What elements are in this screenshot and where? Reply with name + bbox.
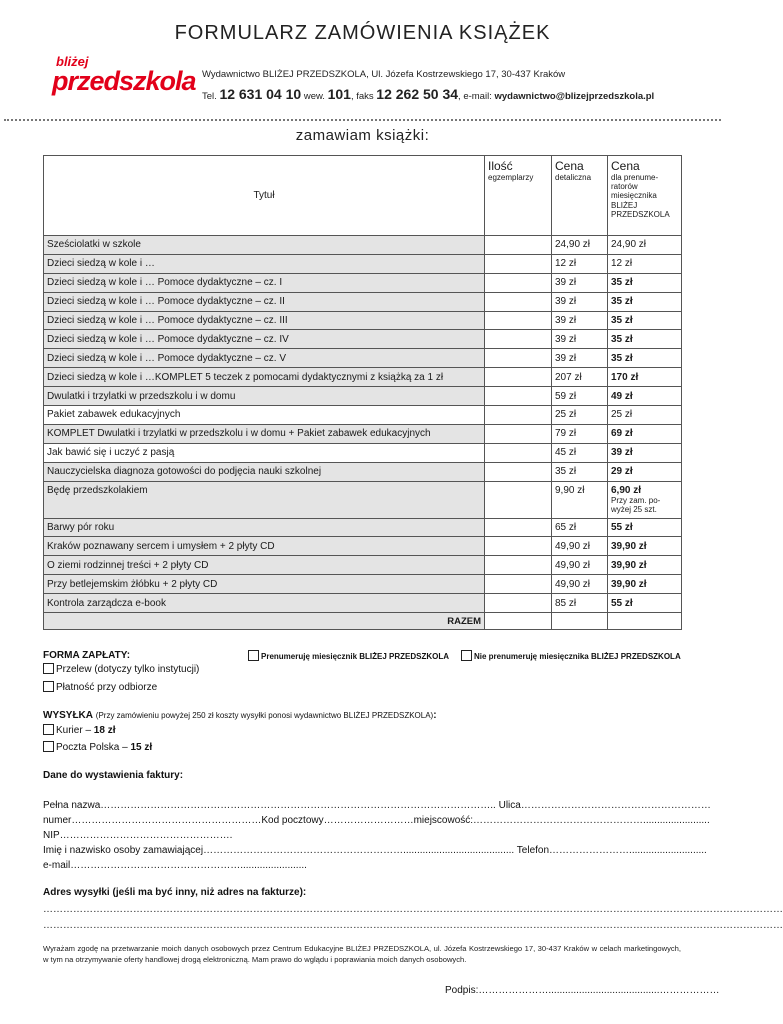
retail-price: 39 zł	[552, 292, 608, 311]
cod-label: Płatność przy odbiorze	[56, 682, 158, 693]
subscribe-option[interactable]	[248, 650, 449, 661]
order-subtitle: zamawiam książki:	[295, 127, 430, 144]
table-row	[44, 594, 682, 613]
subscriber-price: 29 zł	[611, 466, 633, 478]
quantity-cell[interactable]	[485, 273, 552, 292]
invoice-heading: Dane do wystawienia faktury:	[43, 770, 184, 781]
subscriber-price-cell	[608, 518, 682, 537]
retail-price: 85 zł	[552, 594, 608, 613]
table-row	[44, 575, 682, 594]
publisher-logo	[52, 54, 196, 104]
post-option[interactable]	[43, 741, 152, 753]
table-row	[44, 349, 682, 368]
shipping-heading	[43, 710, 437, 721]
table-row	[44, 537, 682, 556]
total-price-cell	[552, 613, 608, 630]
col-sub-price-sub: dla prenume-ratorów miesięcznika BLIŻEJ PRZEDSZKOLA	[611, 173, 670, 219]
quantity-cell[interactable]	[485, 556, 552, 575]
wew-number: 101	[327, 86, 351, 102]
book-title: Barwy pór roku	[44, 518, 485, 537]
table-row	[44, 387, 682, 406]
publisher-contact	[202, 86, 654, 102]
quantity-cell[interactable]	[485, 481, 552, 518]
book-title: Dwulatki i trzylatki w przedszkolu i w domu	[44, 387, 485, 406]
col-sub-price-header	[608, 156, 682, 236]
table-row	[44, 368, 682, 387]
shipping-label: WYSYŁKA	[43, 710, 93, 721]
table-row	[44, 481, 682, 518]
book-title: Kontrola zarządcza e-book	[44, 594, 485, 613]
retail-price: 9,90 zł	[552, 481, 608, 518]
form-title: FORMULARZ ZAMÓWIENIA KSIĄŻEK	[174, 22, 551, 44]
courier-checkbox[interactable]	[43, 724, 54, 735]
quantity-cell[interactable]	[485, 594, 552, 613]
table-row	[44, 406, 682, 425]
table-row	[44, 292, 682, 311]
retail-price: 59 zł	[552, 387, 608, 406]
retail-price: 39 zł	[552, 311, 608, 330]
quantity-cell[interactable]	[485, 443, 552, 462]
payment-label: FORMA ZAPŁATY:	[43, 650, 131, 661]
subscriber-price-cell	[608, 481, 682, 518]
subscriber-price-cell	[608, 368, 682, 387]
subscriber-price: 55 zł	[611, 597, 633, 609]
quantity-cell[interactable]	[485, 518, 552, 537]
quantity-cell[interactable]	[485, 575, 552, 594]
retail-price: 12 zł	[552, 254, 608, 273]
subscriber-price-cell	[608, 387, 682, 406]
subscriber-price: 55 zł	[611, 522, 633, 534]
invoice-person-phone-field[interactable]: Imię i nazwisko osoby zamawiającej……………………………………………………........................................ Telefon……………………............................	[43, 845, 707, 856]
table-row	[44, 330, 682, 349]
subscriber-price: 12 zł	[611, 258, 633, 270]
book-title: KOMPLET Dwulatki i trzylatki w przedszkolu i w domu + Pakiet zabawek edukacyjnych	[44, 424, 485, 443]
col-price-header	[552, 156, 608, 236]
retail-price: 39 zł	[552, 349, 608, 368]
retail-price: 65 zł	[552, 518, 608, 537]
book-title: Przy betlejemskim żłóbku + 2 płyty CD	[44, 575, 485, 594]
retail-price: 49,90 zł	[552, 575, 608, 594]
post-price: 15 zł	[130, 742, 153, 753]
table-row	[44, 443, 682, 462]
quantity-cell[interactable]	[485, 368, 552, 387]
book-title: Dzieci siedzą w kole i …	[44, 254, 485, 273]
logo-top-text: bliżej	[56, 54, 89, 69]
subscriber-price-cell	[608, 254, 682, 273]
table-row	[44, 518, 682, 537]
retail-price: 49,90 zł	[552, 537, 608, 556]
tel-number: 12 631 04 10	[219, 86, 302, 102]
subscriber-price-cell	[608, 537, 682, 556]
table-row	[44, 254, 682, 273]
retail-price: 39 zł	[552, 273, 608, 292]
quantity-cell[interactable]	[485, 311, 552, 330]
retail-price: 49,90 zł	[552, 556, 608, 575]
total-label: RAZEM	[44, 613, 485, 630]
quantity-cell[interactable]	[485, 236, 552, 255]
subscriber-price: 49 zł	[611, 390, 633, 402]
quantity-cell[interactable]	[485, 537, 552, 556]
transfer-label: Przelew (dotyczy tylko instytucji)	[56, 664, 200, 675]
cod-checkbox[interactable]	[43, 681, 54, 692]
table-row	[44, 424, 682, 443]
invoice-number-postcode-city-field[interactable]: numer…………………………………………………Kod pocztowy………………………miejscowość:……………………………………………........................	[43, 815, 710, 826]
quantity-cell[interactable]	[485, 462, 552, 481]
consent-text: Wyrażam zgodę na przetwarzanie moich danych osobowych przez Centrum Edukacyjne BLIŻEJ PRZEDSZKOLA, ul. Józefa Kostrzewskiego 17, 30-437 Kraków w celach marketingowych, w tym na otrzymywanie oferty handlowej drogą elektroniczną. Mam prawo do wglądu i poprawiania moich danych osobowych.	[43, 944, 681, 964]
invoice-email-field[interactable]: e-mail……………………………………………........................	[43, 860, 307, 871]
subscribe-checkbox[interactable]	[248, 650, 259, 661]
address-line-1[interactable]: ……………………………………………………………………………………………………………………………………………………………………………………………………	[43, 904, 783, 915]
retail-price: 79 zł	[552, 424, 608, 443]
subscriber-price: 25 zł	[611, 409, 633, 421]
quantity-cell[interactable]	[485, 254, 552, 273]
subscriber-price: 170 zł	[611, 371, 639, 383]
quantity-cell[interactable]	[485, 387, 552, 406]
book-title: Kraków poznawany sercem i umysłem + 2 płyty CD	[44, 537, 485, 556]
signature-field[interactable]: Podpis:…………………........................................………………	[445, 985, 720, 996]
subscriber-price: 69 zł	[611, 428, 633, 440]
table-row	[44, 273, 682, 292]
wew-label: wew.	[303, 91, 325, 102]
col-qty-sub: egzemplarzy	[488, 173, 534, 182]
book-title: O ziemi rodzinnej treści + 2 płyty CD	[44, 556, 485, 575]
subscriber-price: 35 zł	[611, 296, 633, 308]
subscriber-price-cell	[608, 330, 682, 349]
col-title-header: Tytuł	[44, 156, 485, 236]
subscriber-price: 39 zł	[611, 447, 633, 459]
invoice-nip-field[interactable]: NIP…………………………………………….	[43, 830, 233, 841]
subscriber-price: 39,90 zł	[611, 559, 647, 571]
quantity-cell[interactable]	[485, 349, 552, 368]
table-row	[44, 236, 682, 255]
book-title: Sześciolatki w szkole	[44, 236, 485, 255]
subscriber-price: 39,90 zł	[611, 540, 647, 552]
logo-main-text: przedszkola	[52, 66, 196, 96]
shipping-note: (Przy zamówieniu powyżej 250 zł koszty wysyłki ponosi wydawnictwo BLIŻEJ PRZEDSZKOLA)	[95, 711, 434, 720]
publisher-address: Wydawnictwo BLIŻEJ PRZEDSZKOLA, Ul. Józefa Kostrzewskiego 17, 30-437 Kraków	[202, 69, 566, 80]
no-subscribe-checkbox[interactable]	[461, 650, 472, 661]
transfer-checkbox[interactable]	[43, 663, 54, 674]
invoice-name-street-field[interactable]: Pełna nazwa……………………………………………………………………………………………………….. Ulica…………………………………………………	[43, 800, 711, 811]
table-header-row	[44, 156, 682, 236]
payment-transfer-option[interactable]	[43, 663, 199, 675]
retail-price: 24,90 zł	[552, 236, 608, 255]
courier-price: 18 zł	[93, 725, 116, 736]
subscriber-price-cell	[608, 349, 682, 368]
book-title: Jak bawić się i uczyć z pasją	[44, 443, 485, 462]
book-title: Nauczycielska diagnoza gotowości do podjęcia nauki szkolnej	[44, 462, 485, 481]
payment-cod-option[interactable]	[43, 681, 157, 693]
courier-option[interactable]	[43, 724, 115, 736]
col-price-label: Cena	[555, 159, 584, 173]
book-title: Pakiet zabawek edukacyjnych	[44, 406, 485, 425]
book-title: Dzieci siedzą w kole i … Pomoce dydaktyczne – cz. I	[44, 273, 485, 292]
col-sub-price-label: Cena	[611, 159, 640, 173]
book-rows	[44, 236, 682, 613]
col-price-sub: detaliczna	[555, 173, 592, 182]
bulk-order-note: Przy zam. po-wyżej 25 szt.	[611, 495, 661, 515]
subscriber-price-cell	[608, 462, 682, 481]
col-qty-header	[485, 156, 552, 236]
courier-label: Kurier –	[56, 725, 94, 736]
book-title: Będę przedszkolakiem	[44, 481, 485, 518]
email-link[interactable]: wydawnictwo@blizejprzedszkola.pl	[494, 91, 655, 102]
retail-price: 25 zł	[552, 406, 608, 425]
subscriber-price: 6,90 zł	[611, 484, 642, 496]
subscriber-price-cell	[608, 556, 682, 575]
book-title: Dzieci siedzą w kole i … Pomoce dydaktyczne – cz. IV	[44, 330, 485, 349]
subscriber-price: 24,90 zł	[611, 239, 647, 251]
address-line-2[interactable]: ……………………………………………………………………………………………………………………………………………………………………………………………………	[43, 920, 783, 931]
total-row	[44, 613, 682, 630]
table-row	[44, 462, 682, 481]
book-title: Dzieci siedzą w kole i … Pomoce dydaktyczne – cz. III	[44, 311, 485, 330]
book-title: Dzieci siedzą w kole i … Pomoce dydaktyczne – cz. II	[44, 292, 485, 311]
subscriber-price-cell	[608, 292, 682, 311]
retail-price: 207 zł	[552, 368, 608, 387]
book-title: Dzieci siedzą w kole i … Pomoce dydaktyczne – cz. V	[44, 349, 485, 368]
subscriber-price-cell	[608, 273, 682, 292]
subscriber-price: 35 zł	[611, 352, 633, 364]
tel-label: Tel.	[202, 91, 217, 102]
subscriber-price-cell	[608, 424, 682, 443]
book-title: Dzieci siedzą w kole i …KOMPLET 5 teczek z pomocami dydaktycznymi z książką za 1 zł	[44, 368, 485, 387]
retail-price: 35 zł	[552, 462, 608, 481]
email-label: , e-mail:	[458, 91, 492, 102]
subscriber-price-cell	[608, 311, 682, 330]
table-row	[44, 556, 682, 575]
quantity-cell[interactable]	[485, 292, 552, 311]
subscriber-price: 35 zł	[611, 315, 633, 326]
address-heading: Adres wysyłki (jeśli ma być inny, niż adres na fakturze):	[43, 887, 307, 898]
subscriber-price-cell	[608, 236, 682, 255]
table-row	[44, 311, 682, 330]
books-table	[43, 155, 682, 630]
subscribe-label: Prenumeruję miesięcznik BLIŻEJ PRZEDSZKOLA	[261, 652, 450, 661]
quantity-cell[interactable]	[485, 330, 552, 349]
subscriber-price: 35 zł	[611, 333, 633, 345]
subscriber-price-cell	[608, 594, 682, 613]
fax-number: 12 262 50 34	[376, 86, 459, 102]
shipping-colon: :	[433, 710, 437, 721]
subscriber-price: 35 zł	[611, 277, 633, 289]
quantity-cell[interactable]	[485, 424, 552, 443]
col-qty-label: Ilość	[488, 159, 513, 173]
post-checkbox[interactable]	[43, 741, 54, 752]
fax-label: , faks	[350, 91, 374, 102]
subscriber-price-cell	[608, 575, 682, 594]
subscriber-price-cell	[608, 443, 682, 462]
no-subscribe-option[interactable]	[461, 650, 681, 661]
post-label: Poczta Polska –	[56, 742, 131, 753]
retail-price: 45 zł	[552, 443, 608, 462]
no-subscribe-label: Nie prenumeruję miesięcznika BLIŻEJ PRZEDSZKOLA	[474, 652, 681, 661]
subscriber-price-cell	[608, 406, 682, 425]
total-sub-price-cell	[608, 613, 682, 630]
total-qty-cell[interactable]	[485, 613, 552, 630]
retail-price: 39 zł	[552, 330, 608, 349]
quantity-cell[interactable]	[485, 406, 552, 425]
subscriber-price: 39,90 zł	[611, 578, 647, 590]
dotted-divider	[4, 119, 721, 121]
